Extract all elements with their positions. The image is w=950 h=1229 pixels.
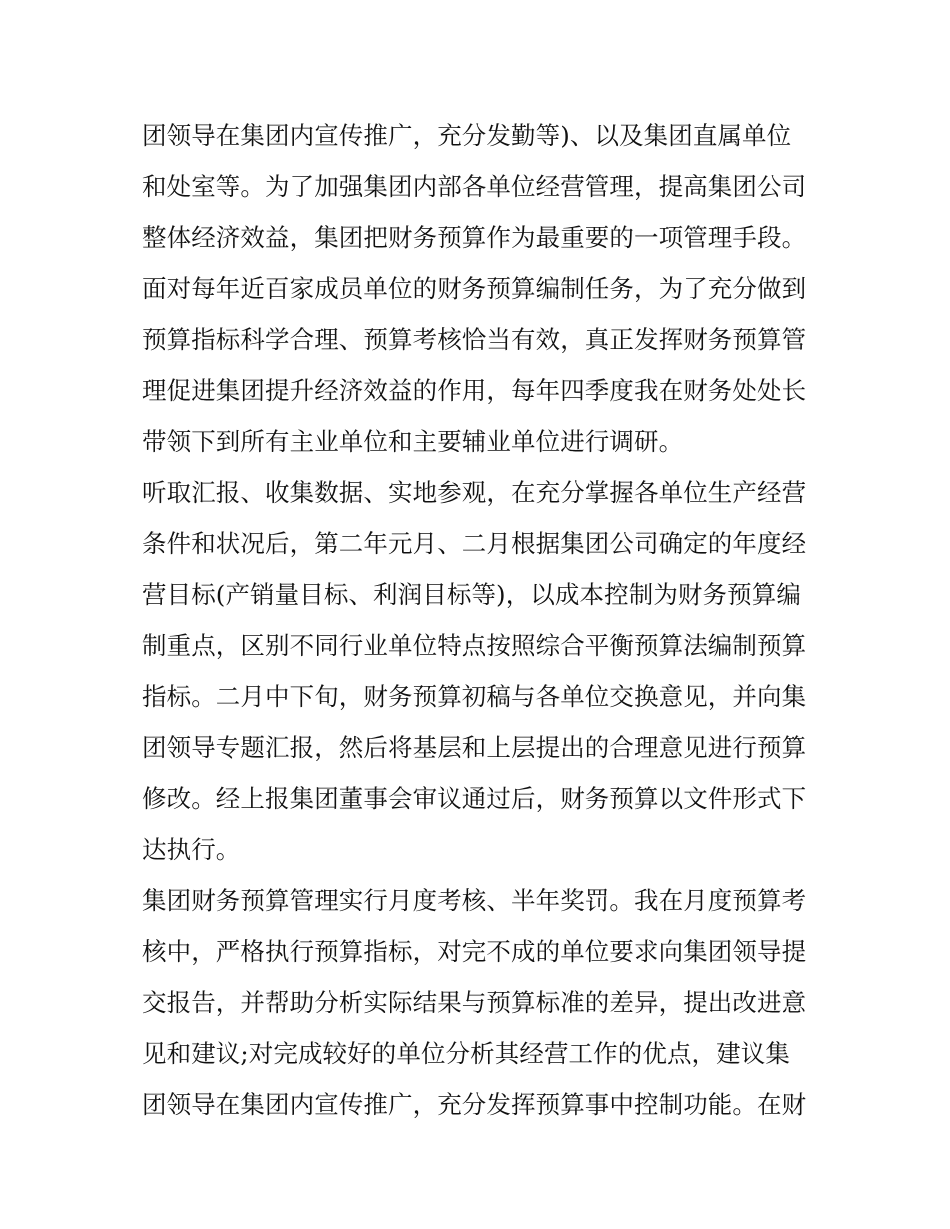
text-line-5: 预算指标科学合理、预算考核恰当有效，真正发挥财务预算管 bbox=[142, 325, 807, 354]
text-line-16: 集团财务预算管理实行月度考核、半年奖罚。我在月度预算考 bbox=[142, 886, 807, 915]
text-line-11: 制重点，区别不同行业单位特点按照综合平衡预算法编制预算 bbox=[142, 631, 807, 660]
text-line-8: 听取汇报、收集数据、实地参观，在充分掌握各单位生产经营 bbox=[142, 478, 807, 507]
text-line-6: 理促进集团提升经济效益的作用，每年四季度我在财务处处长 bbox=[142, 376, 807, 405]
text-line-13: 团领导专题汇报，然后将基层和上层提出的合理意见进行预算 bbox=[142, 733, 807, 762]
text-line-4: 面对每年近百家成员单位的财务预算编制任务，为了充分做到 bbox=[142, 274, 807, 303]
text-line-12: 指标。二月中下旬，财务预算初稿与各单位交换意见，并向集 bbox=[142, 682, 807, 711]
text-line-2: 和处室等。为了加强集团内部各单位经营管理，提高集团公司 bbox=[142, 172, 807, 201]
text-line-10: 营目标(产销量目标、利润目标等)，以成本控制为财务预算编 bbox=[142, 580, 801, 609]
text-line-15: 达执行。 bbox=[142, 835, 241, 864]
document-body-text bbox=[142, 110, 822, 1130]
text-line-19: 见和建议;对完成较好的单位分析其经营工作的优点，建议集 bbox=[142, 1039, 790, 1068]
text-line-14: 修改。经上报集团董事会审议通过后，财务预算以文件形式下 bbox=[142, 784, 807, 813]
text-line-9: 条件和状况后，第二年元月、二月根据集团公司确定的年度经 bbox=[142, 529, 807, 558]
text-line-17: 核中，严格执行预算指标，对完不成的单位要求向集团领导提 bbox=[142, 937, 807, 966]
text-line-7: 带领下到所有主业单位和主要辅业单位进行调研。 bbox=[142, 427, 684, 456]
text-line-18: 交报告，并帮助分析实际结果与预算标准的差异，提出改进意 bbox=[142, 988, 807, 1017]
text-line-1: 团领导在集团内宣传推广，充分发勤等)、以及集团直属单位 bbox=[142, 121, 792, 150]
text-line-3: 整体经济效益，集团把财务预算作为最重要的一项管理手段。 bbox=[142, 223, 807, 252]
text-line-20: 团领导在集团内宣传推广，充分发挥预算事中控制功能。在财 bbox=[142, 1090, 807, 1119]
